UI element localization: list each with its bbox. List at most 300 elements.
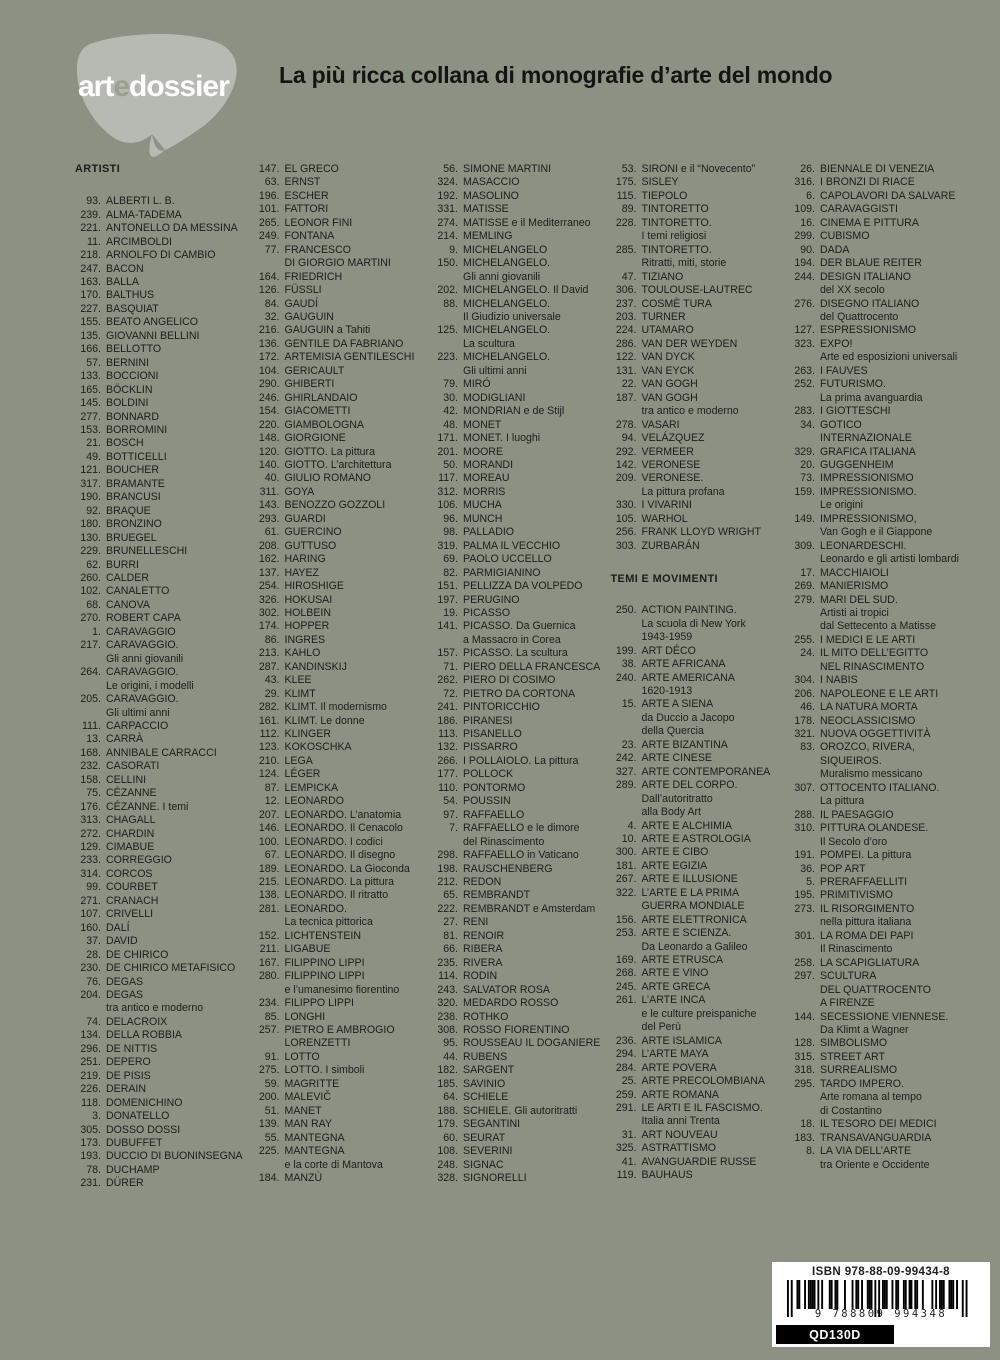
catalog-item (75, 787, 254, 800)
item-text: ARTE AFRICANA (641, 658, 726, 671)
item-text: IL RISORGIMENTO nella pittura italiana (820, 902, 915, 929)
item-number: 202. (437, 284, 458, 297)
item-number: 281. (258, 902, 280, 915)
item-number: 180. (80, 518, 101, 531)
catalog-item (254, 741, 433, 754)
item-text: MOORE (463, 445, 504, 458)
catalog-item (75, 1097, 254, 1110)
item-text: MICHELANGELO. Gli anni giovanili (463, 257, 551, 283)
item-text: MICHELANGELO (463, 243, 548, 256)
item-text: ARTE E ILLUSIONE (641, 873, 738, 886)
item-number: 193. (80, 1150, 101, 1163)
item-text: IL TESORO DEI MEDICI (820, 1118, 937, 1131)
item-number: 60. (443, 1131, 458, 1144)
catalog-item (75, 733, 254, 746)
catalog-item (75, 464, 254, 477)
catalog-item (254, 446, 433, 459)
catalog-item (254, 822, 433, 835)
item-number: 219. (80, 1069, 101, 1082)
item-number: 254. (258, 580, 280, 593)
catalog-item (254, 728, 433, 741)
catalog-item (254, 997, 433, 1010)
item-text: ARTE CONTEMPORANEA (641, 765, 771, 778)
catalog-item (789, 405, 968, 418)
item-text: BONNARD (106, 410, 159, 423)
catalog-item (789, 513, 968, 540)
catalog-item (254, 661, 433, 674)
item-text: BORROMINI (106, 423, 168, 436)
item-text: LÉGER (284, 768, 321, 781)
catalog-item (254, 580, 433, 593)
item-text: MARI DEL SUD. Artisti ai tropici dal Settecento a Matisse (820, 593, 937, 633)
catalog-item (432, 809, 611, 822)
item-text: ARNOLFO DI CAMBIO (106, 249, 216, 262)
catalog-item (75, 1137, 254, 1150)
item-text: POUSSIN (463, 795, 511, 808)
catalog-item (432, 768, 611, 781)
catalog-item (611, 954, 790, 967)
catalog-item (254, 1105, 433, 1118)
item-text: WARHOL (641, 512, 688, 525)
catalog-item (254, 782, 433, 795)
item-text: KAHLO (284, 647, 321, 660)
catalog-item (432, 647, 611, 660)
catalog-item (432, 298, 611, 325)
label-blank (894, 1325, 986, 1344)
item-number: 157. (437, 647, 458, 660)
catalog-item (789, 634, 968, 647)
item-text: ESPRESSIONISMO (820, 324, 916, 337)
catalog-item (432, 284, 611, 297)
item-number: 325. (615, 1142, 637, 1155)
catalog-item (789, 688, 968, 701)
catalog-item (432, 1105, 611, 1118)
item-text: BRANCUSI (106, 491, 161, 504)
catalog-item (254, 863, 433, 876)
item-number: 245. (615, 980, 637, 993)
item-text: LOTTO (284, 1050, 320, 1063)
item-text: ANNIBALE CARRACCI (106, 746, 217, 759)
item-number: 149. (794, 512, 815, 525)
item-text: ART NOUVEAU (641, 1128, 718, 1141)
catalog-item (254, 836, 433, 849)
item-number: 197. (437, 593, 458, 606)
item-text: MANTEGNA (284, 1131, 345, 1144)
catalog-item (254, 230, 433, 243)
item-text: BOCCIONI (106, 370, 159, 383)
catalog-item (432, 244, 611, 257)
item-number: 101. (258, 203, 280, 216)
catalog-item (432, 930, 611, 943)
item-text: TARDO IMPERO. Arte romana al tempo di Costantino (820, 1077, 922, 1117)
catalog-item (789, 163, 968, 176)
item-text: CUBISMO (820, 230, 870, 243)
catalog-item (254, 1172, 433, 1185)
item-text: HOPPER (284, 620, 330, 633)
catalog-item (611, 1035, 790, 1048)
barcode-box (772, 1262, 990, 1347)
catalog-item (432, 741, 611, 754)
item-number: 100. (258, 835, 280, 848)
catalog-item (611, 779, 790, 819)
catalog-item (254, 607, 433, 620)
catalog-item (432, 1172, 611, 1185)
item-text: RAFFAELLO (463, 808, 525, 821)
catalog-item (75, 532, 254, 545)
catalog-item (432, 419, 611, 432)
item-number: 66. (443, 943, 458, 956)
item-number: 148. (258, 432, 280, 445)
catalog-item (789, 244, 968, 257)
catalog-item (432, 446, 611, 459)
item-number: 256. (615, 526, 637, 539)
item-text: RAFFAELLO e le dimore del Rinascimento (463, 822, 580, 848)
logo-part-dossier: dossier (129, 70, 229, 103)
item-text: PARMIGIANINO (463, 566, 541, 579)
catalog-item (254, 688, 433, 701)
catalog-item (75, 397, 254, 410)
barcode-digits: 9 788809 994348 (814, 1308, 948, 1320)
catalog-item (432, 163, 611, 176)
item-number: 50. (443, 458, 458, 471)
catalog-item (611, 446, 790, 459)
item-number: 109. (794, 203, 815, 216)
catalog-item (432, 755, 611, 768)
item-number: 184. (258, 1171, 280, 1184)
item-number: 120. (258, 445, 280, 458)
item-number: 71. (443, 660, 458, 673)
item-text: TURNER (641, 310, 686, 323)
item-number: 212. (437, 876, 458, 889)
item-number: 6. (806, 189, 815, 202)
catalog-item (75, 1016, 254, 1029)
item-number: 262. (437, 674, 458, 687)
catalog-item (254, 432, 433, 445)
item-number: 3. (92, 1110, 101, 1123)
item-text: PITTURA OLANDESE. Il Secolo d’oro (820, 822, 929, 848)
item-text: SISLEY (641, 176, 679, 189)
item-number: 232. (80, 760, 101, 773)
item-text: LEONARDO. La pittura (284, 876, 395, 889)
catalog-item (75, 841, 254, 854)
item-text: ALBERTI L. B. (106, 195, 175, 208)
item-number: 118. (81, 1096, 101, 1109)
item-number: 189. (258, 862, 280, 875)
catalog-item (789, 1011, 968, 1038)
item-text: MEMLING (463, 230, 513, 243)
item-text: SCHIELE (463, 1091, 509, 1104)
catalog-item (75, 545, 254, 558)
catalog-item (432, 499, 611, 512)
item-text: LEONARDO. Il disegno (284, 849, 396, 862)
catalog-item (789, 930, 968, 957)
item-number: 112. (259, 728, 280, 741)
item-number: 95. (443, 1037, 458, 1050)
item-text: VAN EYCK (641, 364, 695, 377)
item-number: 96. (443, 512, 458, 525)
item-text: FRANK LLOYD WRIGHT (641, 526, 761, 539)
item-number: 213. (258, 647, 280, 660)
item-number: 217. (80, 639, 101, 652)
catalog-item (611, 513, 790, 526)
item-number: 141. (437, 620, 458, 633)
item-text: VAN GOGH (641, 378, 698, 391)
catalog-item (432, 580, 611, 593)
catalog-item (75, 854, 254, 867)
item-text: LEONOR FINI (284, 216, 353, 229)
item-text: VAN GOGH tra antico e moderno (641, 391, 739, 418)
catalog-item (789, 567, 968, 580)
item-text: CARAVAGGIO. Le origini, i modelli (106, 666, 194, 692)
item-text: COSMÈ TURA (641, 297, 712, 310)
catalog-item (75, 585, 254, 598)
catalog-column-5 (789, 163, 968, 1191)
item-text: FUTURISMO. La prima avanguardia (820, 378, 923, 404)
catalog-item (611, 981, 790, 994)
catalog-item (611, 432, 790, 445)
item-text: GOTICO INTERNAZIONALE (820, 418, 912, 445)
catalog-item (75, 343, 254, 356)
catalog-item (75, 922, 254, 935)
item-number: 306. (615, 284, 637, 297)
catalog-item (75, 895, 254, 908)
item-number: 117. (438, 472, 458, 485)
catalog-item (789, 1118, 968, 1131)
item-text: PELLIZZA DA VOLPEDO (463, 580, 583, 593)
item-number: 289. (615, 779, 637, 792)
item-text: MORANDI (463, 458, 514, 471)
item-text: MEDARDO ROSSO (463, 997, 559, 1010)
item-text: CANALETTO (106, 585, 170, 598)
catalog-item (432, 203, 611, 216)
item-number: 26. (800, 163, 815, 175)
catalog-item (789, 674, 968, 687)
catalog-item (611, 658, 790, 671)
item-number: 284. (615, 1061, 637, 1074)
item-text: FILIPPINO LIPPI (284, 956, 365, 969)
item-number: 252. (794, 378, 815, 391)
item-number: 288. (794, 808, 815, 821)
item-text: VERONESE (641, 458, 701, 471)
isbn-label: ISBN 978-88-09-99434-8 (812, 1266, 950, 1278)
item-number: 159. (794, 485, 815, 498)
item-number: 328. (437, 1171, 458, 1184)
item-number: 38. (621, 658, 637, 671)
catalog-item (75, 962, 254, 975)
catalog-item (611, 324, 790, 337)
catalog-item (611, 820, 790, 833)
item-number: 316. (794, 176, 815, 189)
item-text: REDON (463, 876, 502, 889)
item-number: 99. (86, 881, 101, 894)
item-text: I POLLAIOLO. La pittura (463, 754, 579, 767)
item-number: 240. (615, 671, 637, 684)
item-number: 142. (615, 458, 637, 471)
catalog-item (75, 209, 254, 222)
item-number: 75. (86, 787, 101, 800)
item-text: LEONARDO. La Gioconda (284, 862, 410, 875)
item-number: 269. (794, 580, 815, 593)
item-text: KANDINSKIJ (284, 660, 347, 673)
item-number: 255. (794, 633, 815, 646)
catalog-item (432, 1159, 611, 1172)
item-text: BASQUIAT (106, 302, 159, 315)
item-number: 72. (443, 687, 458, 700)
catalog-item (611, 351, 790, 364)
item-number: 214. (437, 230, 458, 243)
item-number: 162. (258, 553, 280, 566)
catalog-item (789, 809, 968, 822)
catalog-item (789, 338, 968, 365)
item-text: GENTILE DA FABRIANO (284, 337, 404, 350)
item-number: 225. (258, 1145, 280, 1158)
item-number: 266. (437, 754, 458, 767)
item-number: 290. (258, 378, 280, 391)
item-text: SAVINIO (463, 1077, 506, 1090)
item-text: MONDRIAN e de Stijl (463, 405, 565, 418)
item-number: 167. (258, 956, 280, 969)
item-text: HOKUSAI (284, 593, 333, 606)
catalog-item (75, 1029, 254, 1042)
catalog-item (432, 1064, 611, 1077)
catalog-item (432, 661, 611, 674)
item-number: 40. (264, 472, 280, 485)
item-text: FRANCESCO DI GIORGIO MARTINI (284, 243, 391, 270)
item-number: 207. (258, 808, 280, 821)
catalog-item (432, 728, 611, 741)
catalog-item (611, 739, 790, 752)
item-text: KLEE (284, 674, 312, 687)
item-text: SCHIELE. Gli autoritratti (463, 1104, 578, 1117)
item-text: VASARI (641, 418, 680, 431)
item-number: 124. (258, 768, 280, 781)
item-number: 97. (443, 808, 458, 821)
item-text: GIOVANNI BELLINI (106, 329, 200, 342)
item-number: 220. (258, 418, 280, 431)
catalog-item (611, 190, 790, 203)
item-number: 119. (616, 1169, 637, 1182)
item-number: 74. (86, 1015, 101, 1028)
catalog-item (254, 1024, 433, 1051)
item-text: I NABIS (820, 674, 858, 687)
item-number: 178. (794, 714, 815, 727)
item-text: INGRES (284, 633, 326, 646)
item-number: 127. (794, 324, 815, 337)
item-text: ASTRATTISMO (641, 1142, 717, 1155)
item-text: DESIGN ITALIANO del XX secolo (820, 270, 912, 297)
catalog-item (611, 1156, 790, 1169)
item-text: BRONZINO (106, 518, 162, 531)
item-number: 128. (794, 1037, 815, 1050)
item-number: 46. (800, 701, 815, 714)
item-text: MATISSE (463, 203, 509, 216)
item-number: 291. (615, 1102, 637, 1115)
catalog-item (432, 324, 611, 351)
catalog-item (611, 540, 790, 553)
item-text: ART DÉCO (641, 644, 696, 657)
item-text: GUARDI (284, 512, 326, 525)
item-text: GAUGUIN (284, 310, 334, 323)
catalog-item (611, 887, 790, 914)
item-text: LEONARDO. Il Cenacolo (284, 822, 403, 835)
item-number: 321. (794, 728, 815, 741)
catalog-item (254, 351, 433, 364)
catalog-item (432, 1091, 611, 1104)
catalog-item (432, 916, 611, 929)
item-number: 246. (258, 391, 280, 404)
item-number: 301. (794, 929, 815, 942)
item-number: 67. (264, 849, 280, 862)
catalog-item (432, 432, 611, 445)
catalog-item (254, 1145, 433, 1172)
item-number: 61. (264, 526, 280, 539)
item-number: 310. (794, 822, 815, 835)
item-text: STREET ART (820, 1050, 885, 1063)
item-text: BOSCH (106, 437, 144, 450)
item-number: 28. (86, 948, 101, 961)
catalog-item (611, 459, 790, 472)
item-number: 327. (615, 765, 637, 778)
item-number: 123. (258, 741, 280, 754)
catalog-item (254, 338, 433, 351)
item-text: GRAFICA ITALIANA (820, 445, 916, 458)
item-text: PIRANESI (463, 714, 513, 727)
catalog-item (75, 249, 254, 262)
item-text: RUBENS (463, 1050, 508, 1063)
catalog-item (432, 688, 611, 701)
catalog-item (254, 203, 433, 216)
catalog-item (75, 411, 254, 424)
item-text: AVANGUARDIE RUSSE (641, 1155, 757, 1168)
catalog-item (254, 540, 433, 553)
item-text: LEONARDO. Il ritratto (284, 889, 389, 902)
item-text: I VIVARINI (641, 499, 692, 512)
catalog-item (75, 747, 254, 760)
item-text: MAGRITTE (284, 1077, 340, 1090)
catalog-item (789, 701, 968, 714)
catalog-item (432, 957, 611, 970)
item-number: 170. (80, 289, 101, 302)
catalog-item (432, 1132, 611, 1145)
item-text: TINTORETTO (641, 203, 709, 216)
catalog-item (75, 868, 254, 881)
catalog-item (789, 459, 968, 472)
catalog-item (789, 782, 968, 809)
item-number: 114. (438, 970, 458, 983)
catalog-item (432, 540, 611, 553)
item-number: 133. (80, 370, 101, 383)
catalog-item (432, 486, 611, 499)
item-text: ARTE ETRUSCA (641, 954, 724, 967)
catalog-item (789, 298, 968, 325)
item-number: 313. (80, 814, 101, 827)
item-number: 113. (438, 728, 458, 741)
logo-part-art: art (78, 70, 114, 103)
item-number: 236. (615, 1034, 637, 1047)
item-text: CELLINI (106, 773, 147, 786)
item-number: 203. (615, 310, 637, 323)
item-number: 36. (800, 862, 815, 875)
catalog-column-3 (432, 163, 611, 1191)
item-number: 81. (443, 929, 458, 942)
item-text: MALEVIČ (284, 1091, 332, 1104)
catalog-item (611, 752, 790, 765)
item-text: MANTEGNA e la corte di Mantova (284, 1145, 383, 1171)
item-text: DOSSO DOSSI (106, 1123, 181, 1136)
catalog-item (75, 451, 254, 464)
catalog-item (789, 230, 968, 243)
item-text: MAN RAY (284, 1118, 332, 1131)
